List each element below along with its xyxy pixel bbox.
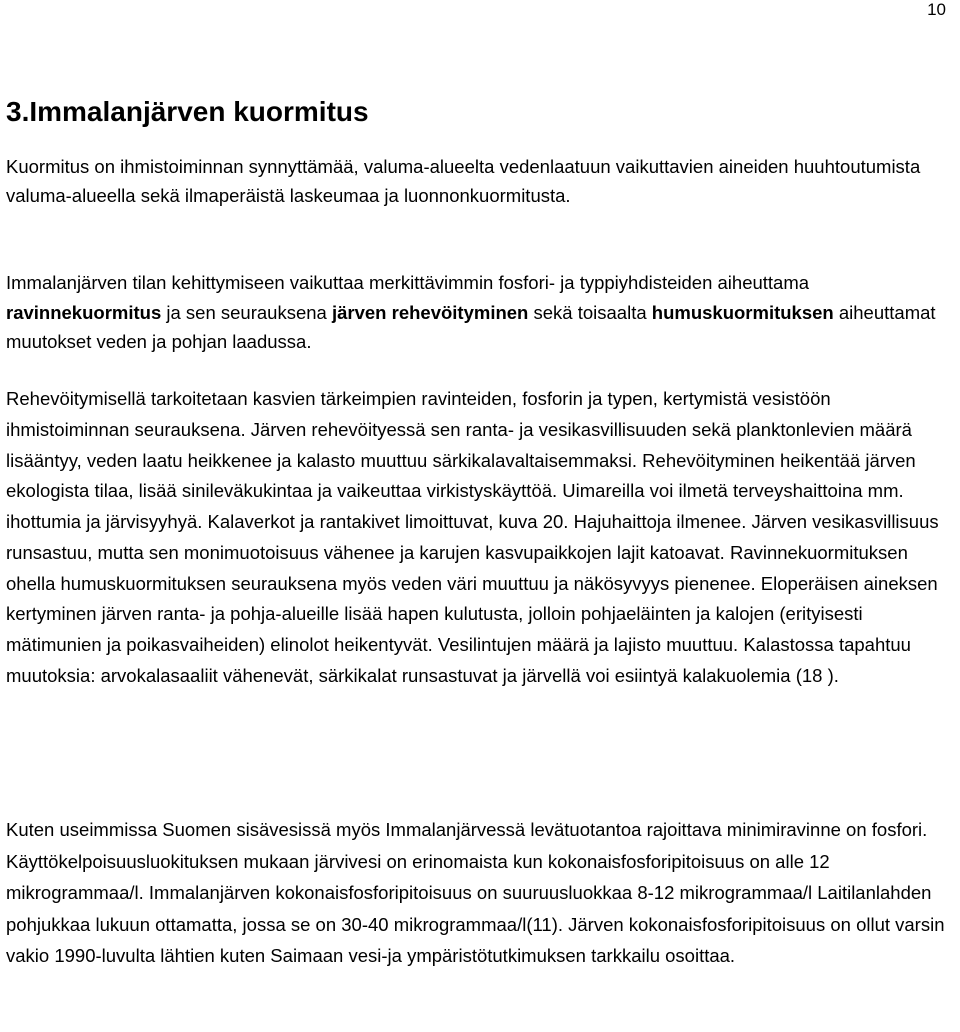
paragraph-intro: Kuormitus on ihmistoiminnan synnyttämää, valuma-alueelta vedenlaatuun vaikuttavien aineiden huuhtoutumista valuma-alueella sekä ilmaperäistä laskeumaa ja luonnonkuormitusta. bbox=[6, 156, 921, 206]
paragraph-text: sekä toisaalta bbox=[528, 301, 652, 323]
paragraph-text: ja sen seurauksena bbox=[161, 301, 332, 323]
bold-term-nutrient-load: ravinnekuormitus bbox=[6, 301, 162, 323]
paragraph-text: Immalanjärven tilan kehittymiseen vaikuttaa merkittävimmin fosfori- ja typpiyhdisteiden aiheuttama bbox=[6, 272, 810, 293]
paragraph-text: aiheuttamat muutokset veden ja pohjan laadussa. bbox=[6, 301, 936, 352]
paragraph-eutrophication: Rehevöitymisellä tarkoitetaan kasvien tärkeimpien ravinteiden, fosforin ja typen, kertymistä vesistöön ihmistoiminnan seurauksena. Järven rehevöityessä sen ranta- ja vesikasvillisuuden sekä planktonlevien määrä lisääntyy, veden laatu heikkenee ja kalasto muuttuu särkikalavaltaisemmaksi. Rehevöityminen heikentää järven ekologista tilaa, lisää sinileväkukintaa ja vaikeuttaa virkistyskäyttöä. Uimareilla voi ilmetä terveyshaittoina mm. ihottumia ja järvisyyhyä. Kalaverkot ja rantakivet limoittuvat, kuva 20. Hajuhaittoja ilmenee. Järven vesikasvillisuus runsastuu, mutta sen monimuotoisuus vähenee ja karujen kasvupaikkojen lajit katoavat. Ravinnekuormituksen ohella humuskuormituksen seurauksena myös veden väri muuttuu ja näkösyvyys pienenee. Eloperäisen aineksen kertyminen järven ranta- ja pohja-alueille lisää hapen kulutusta, jolloin pohjaeläinten ja kalojen (erityisesti mätimunien ja poikasvaiheiden) elinolot heikentyvät. Vesilintujen määrä ja lajisto muuttuu. Kalastossa tapahtuu muutoksia: arvokalasaaliit vähenevät, särkikalat runsastuvat ja järvellä voi esiintyä kalakuolemia (18 ). bbox=[6, 388, 939, 686]
paragraph-phosphorus: Kuten useimmissa Suomen sisävesissä myös Immalanjärvessä levätuotantoa rajoittava minimiravinne on fosfori. Käyttökelpoisuusluokituksen mukaan järvivesi on erinomaista kun kokonaisfosforipitoisuus on alle 12 mikrogrammaa/l. Immalanjärven kokonaisfosforipitoisuus on suuruusluokkaa 8-12 mikrogrammaa/l Laitilanlahden pohjukkaa lukuun ottamatta, jossa se on 30-40 mikrogrammaa/l(11). Järven kokonaisfosforipitoisuus on ollut varsin vakio 1990-luvulta lähtien kuten Saimaan vesi-ja ympäristötutkimuksen tarkkailu osoittaa. bbox=[6, 819, 945, 966]
bold-term-eutrophication: järven rehevöityminen bbox=[331, 301, 529, 323]
page-number: 10 bbox=[927, 0, 946, 19]
page-title: 3.Immalanjärven kuormitus bbox=[6, 96, 369, 127]
paragraph-nutrient-load bbox=[6, 268, 956, 357]
bold-term-humus-load: humuskuormituksen bbox=[651, 301, 834, 323]
